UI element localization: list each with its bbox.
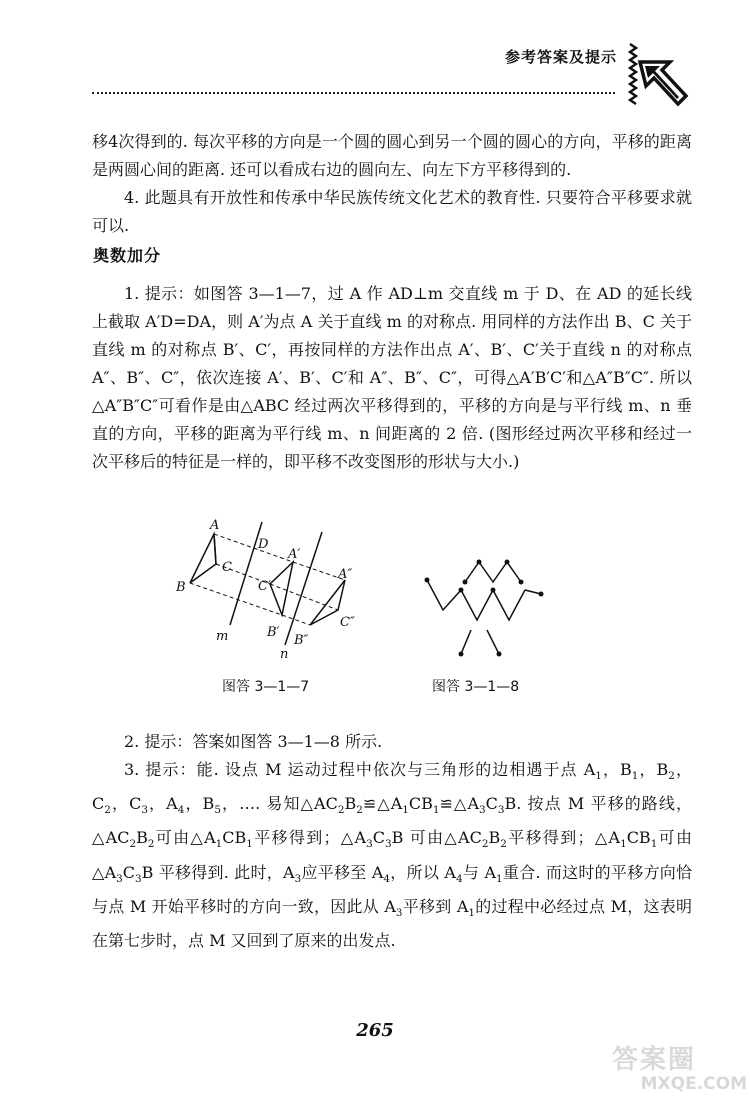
label-d: D bbox=[258, 537, 269, 552]
figure-dot-pattern bbox=[415, 550, 550, 660]
label-c-double-prime: C″ bbox=[340, 615, 355, 630]
paragraph-2: 4. 此题具有开放性和传承中华民族传统文化艺术的教育性. 只要符合平移要求就可以. bbox=[92, 188, 692, 235]
running-header-title: 参考答案及提示 bbox=[505, 48, 618, 66]
label-a-double-prime: A″ bbox=[338, 567, 353, 582]
paragraph-1: 移4次得到的. 每次平移的方向是一个圆的圆心到另一个圆的圆心的方向，平移的距离是两圆心间的距离. 还可以看成右边的圆向左、向左下方平移得到的. bbox=[92, 132, 692, 179]
label-c-prime: C′ bbox=[258, 579, 271, 594]
header-dotted-rule bbox=[92, 92, 615, 94]
label-m: m bbox=[216, 629, 229, 644]
label-b: B bbox=[176, 580, 186, 595]
watermark-logo-text: 答案圈 bbox=[612, 1045, 697, 1075]
figure-2-caption: 图答 3—1—8 bbox=[432, 679, 520, 695]
paragraph-3: 1. 提示：如图答 3—1—7，过 A 作 AD⊥m 交直线 m 于 D、在 AD 的延长线上截取 A′D=DA，则 A′为点 A 关于直线 m 的对称点. 用同样的方法作出 B、C 关于直线 m 的对称点 B′、C′，再按同样的方法作出点 A′、B′、C′关于直线 n 的对称点 A″、B″、C″，依次连接 A′、B′、C′和 A″、B″、C″，可得△A′B′C′和△A″B″C″. 所以△A″B″C″可看作是由△ABC 经过两次平移得到的，平移的方向是与平行线 m、n 垂直的方向，平移的距离为平行线 m、n 间距离的 2 倍. (图形经过两次平移和经过一次平移后的特征是一样的，即平移不改变图形的形状与大小.) bbox=[92, 284, 692, 471]
paragraph-5: 3. 提示：能. 设点 M 运动过程中依次与三角形的边相遇于点 $A_1$，$B_1$，$B_2$，$C_2$，$C_3$，$A_4$，$B_5$，…. 易知$\triangle AC_2B_2≌\triangle A_1CB_1≌\triangle A_3C_3B$. 按点 M 平移的路线，$\triangle AC_2B_2$可由$\triangle A_1CB_1$平移得到；$\triangle A_3C_3B$ 可由$\triangle AC_2B_2$平移得到；$\triangle A_1CB_1$可由$\triangle A_3C_3B$ 平移得到. 此时，$A_3$应平移至 $A_4$，所以 $A_4$与 $A_1$重合. 而这时的平移方向恰与点 M 开始平移时的方向一致，因此从 $A_3$平移到 $A_1$的过程中必经过点 M，这表明在第七步时，点 M 又回到了原来的出发点. bbox=[92, 760, 692, 950]
label-c: C bbox=[222, 560, 232, 575]
figure-1-caption: 图答 3—1—7 bbox=[222, 679, 310, 695]
header-arrow-icon bbox=[622, 40, 692, 112]
label-b-double-prime: B″ bbox=[294, 633, 309, 648]
watermark-logo bbox=[612, 1046, 747, 1098]
paragraph-4: 2. 提示：答案如图答 3—1—8 所示. bbox=[124, 732, 383, 751]
figure-translation-diagram bbox=[170, 510, 380, 660]
section-heading: 奥数加分 bbox=[93, 246, 162, 265]
label-b-prime: B′ bbox=[267, 625, 280, 640]
page-number: 265 bbox=[356, 1020, 394, 1041]
triangle-abc bbox=[190, 534, 216, 583]
watermark-url: MXQE.COM bbox=[640, 1074, 747, 1094]
label-a: A bbox=[210, 518, 220, 533]
label-n: n bbox=[280, 647, 289, 660]
triangle-a1b1c1 bbox=[270, 562, 293, 615]
label-a-prime: A′ bbox=[288, 547, 301, 562]
